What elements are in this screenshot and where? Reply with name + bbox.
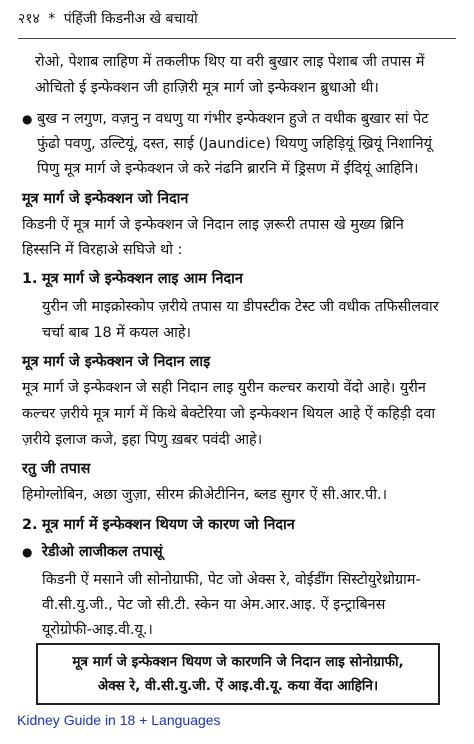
bullet2-heading: रेडीओ लाजीकल तपासूं: [42, 544, 163, 560]
bullet1-line-2: फुंढो पवणु, उल्टियूं, दस्त, साई (Jaundice) थियणु जहिड़ियूं ख्रियूं निशानियूं: [37, 136, 432, 152]
bullet2-line-3: यूरोग्रोफी-आइ.वी.यू.।: [42, 622, 153, 638]
section1-line-2: हिस्सनि में विरहाअे सघिजे थो :: [22, 242, 183, 258]
summary-line-1: मूत्र मार्ग जे इन्फेक्शन थियण जे कारणनि जे निदान लाइ सोनोग्राफी,: [72, 654, 404, 670]
section-heading-urine-culture: मूत्र मार्ग जे इन्फेक्शन जे निदान लाइ: [22, 354, 211, 370]
footer-link[interactable]: Kidney Guide in 18 + Languages: [17, 712, 221, 728]
header-divider: [18, 38, 456, 39]
item1-heading: मूत्र मार्ग जे इन्फेक्शन लाइ आम निदान: [42, 271, 243, 287]
bullet2-line-2: वी.सी.यु.जी., पेट जो सी.टी. स्केन या अेम.आर.आइ. ऐं इन्ट्राबिनस: [42, 597, 386, 613]
section-heading-diagnosis: मूत्र मार्ग जे इन्फेक्शन जो निदान: [22, 191, 189, 207]
bullet2-line-1: किडनी ऐं मसाने जी सोनोग्राफी, पेट जो अेक्स रे, वोईडींग सिस्टोयुरेथ्रोग्राम-: [42, 572, 421, 588]
item1-number: 1.: [22, 271, 38, 287]
bullet1-line-1: बुख न लगुण, वज़नु न वधणु या गंभीर इन्फेक्शन हुजे त वधीक बुखार सां पेट: [37, 111, 429, 127]
summary-line-2: अेक्स रे, वी.सी.यु.जी. ऐं आइ.वी.यू. कया वेंदा आहिनि।: [97, 678, 379, 694]
running-header: [18, 8, 456, 30]
section2-line-1: मूत्र मार्ग जे इन्फेक्शन जे सही निदान लाइ युरीन कल्चर करायो वेंदो आहे। युरीन: [22, 380, 426, 396]
item2-heading: मूत्र मार्ग में इन्फेक्शन थियण जे कारण जो निदान: [42, 517, 295, 533]
section1-line-1: किडनी ऐं मूत्र मार्ग जे इन्फेक्शन जे निदान लाइ ज़रूरी तपास खे मुख्य ब्रिनि: [22, 217, 404, 233]
intro-line-1: रोओ, पेशाब लाहिण में तकलीफ थिए या वरी बुखार लाइ पेशाब जी तपास में: [35, 54, 425, 70]
section3-line-1: हिमोग्लोबिन, अछा जुज़ा, सीरम क्रीअेटीनिन, ब्लड सुगर ऐं सी.आर.पी.।: [22, 487, 388, 503]
item1-line-1: युरीन जी माइक्रोस्कोप ज़रीये तपास या डीपस्टीक टेस्ट जी वधीक तफिसीलवार: [42, 299, 439, 315]
section2-line-2: कल्चर ज़रीये मूत्र मार्ग में किथे बेक्टेरिया जो इन्फेक्शन थियल आहे ऐं कहिड़ी दवा: [22, 406, 436, 422]
bullet1-line-3: पिणु मूत्र मार्ग जे इन्फेक्शन जे करे नंढनि ब्रारनि में ड्रिसण में ईंदियूं आहिनि।: [37, 161, 419, 177]
item2-number: 2.: [22, 517, 38, 533]
book-title: पंहिंजी किडनीअ खे बचायो: [63, 11, 198, 27]
page-number: २१४: [18, 11, 40, 27]
summary-box: [36, 643, 440, 705]
section2-line-3: ज़रीये इलाज कजे, इहा पिणु ख़बर पवंदी आहे।: [22, 432, 263, 448]
intro-line-2: ओचितो ई इन्फेक्शन जी हाज़िरी मूत्र मार्ग जो इन्फेक्शन ब्रुधाओ थी।: [35, 80, 379, 96]
header-separator: *: [48, 11, 56, 27]
section-heading-blood-test: रतु जी तपास: [22, 461, 91, 477]
bullet-dot-icon: ●: [22, 112, 33, 126]
item1-line-2: चर्चा बाब 18 में कयल आहे।: [42, 325, 191, 341]
bullet-dot-icon: ●: [22, 545, 33, 559]
